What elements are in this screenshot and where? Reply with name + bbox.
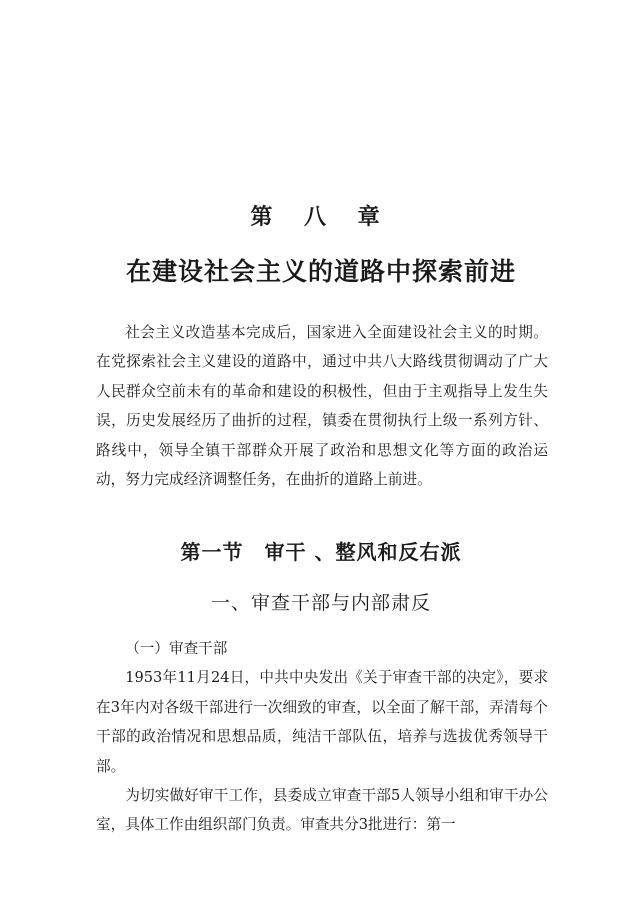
chapter-title: 在建设社会主义的道路中探索前进 xyxy=(125,257,516,286)
body-paragraph-2: 为切实做好审干工作，县委成立审查干部5人领导小组和审干办公室，具体工作由组织部门负责。审查共分3批进行：第一 xyxy=(96,787,548,834)
intro-text: 社会主义改造基本完成后，国家进入全面建设社会主义的时期。在党探索社会主义建设的道路中，通过中共八大路线贯彻调动了广大人民群众空前未有的革命和建设的积极性，但由于主观指导上发生失误，历史发展经历了曲折的过程，镇委在贯彻执行上级一系列方针、路线中，领导全镇干部群众开展了政治和思想文化等方面的政治运动，努力完成经济调整任务，在曲折的道路上前进。 xyxy=(96,324,548,489)
item-heading: （一）审查干部 xyxy=(125,640,228,657)
chapter-label: 第 八 章 xyxy=(250,205,392,230)
intro-paragraph xyxy=(96,318,548,494)
body-text xyxy=(96,634,548,840)
subsection-title: 一、审查干部与内部肃反 xyxy=(210,592,431,614)
body-paragraph-1: 1953年11月24日，中共中央发出《关于审查干部的决定》，要求在3年内对各级干部进行一次细致的审查，以全面了解干部，弄清每个干部的政治情况和思想品质，纯洁干部队伍，培养与选拔优秀领导干部。 xyxy=(96,669,548,775)
section-title: 第一节 审干 、整风和反右派 xyxy=(180,540,462,564)
